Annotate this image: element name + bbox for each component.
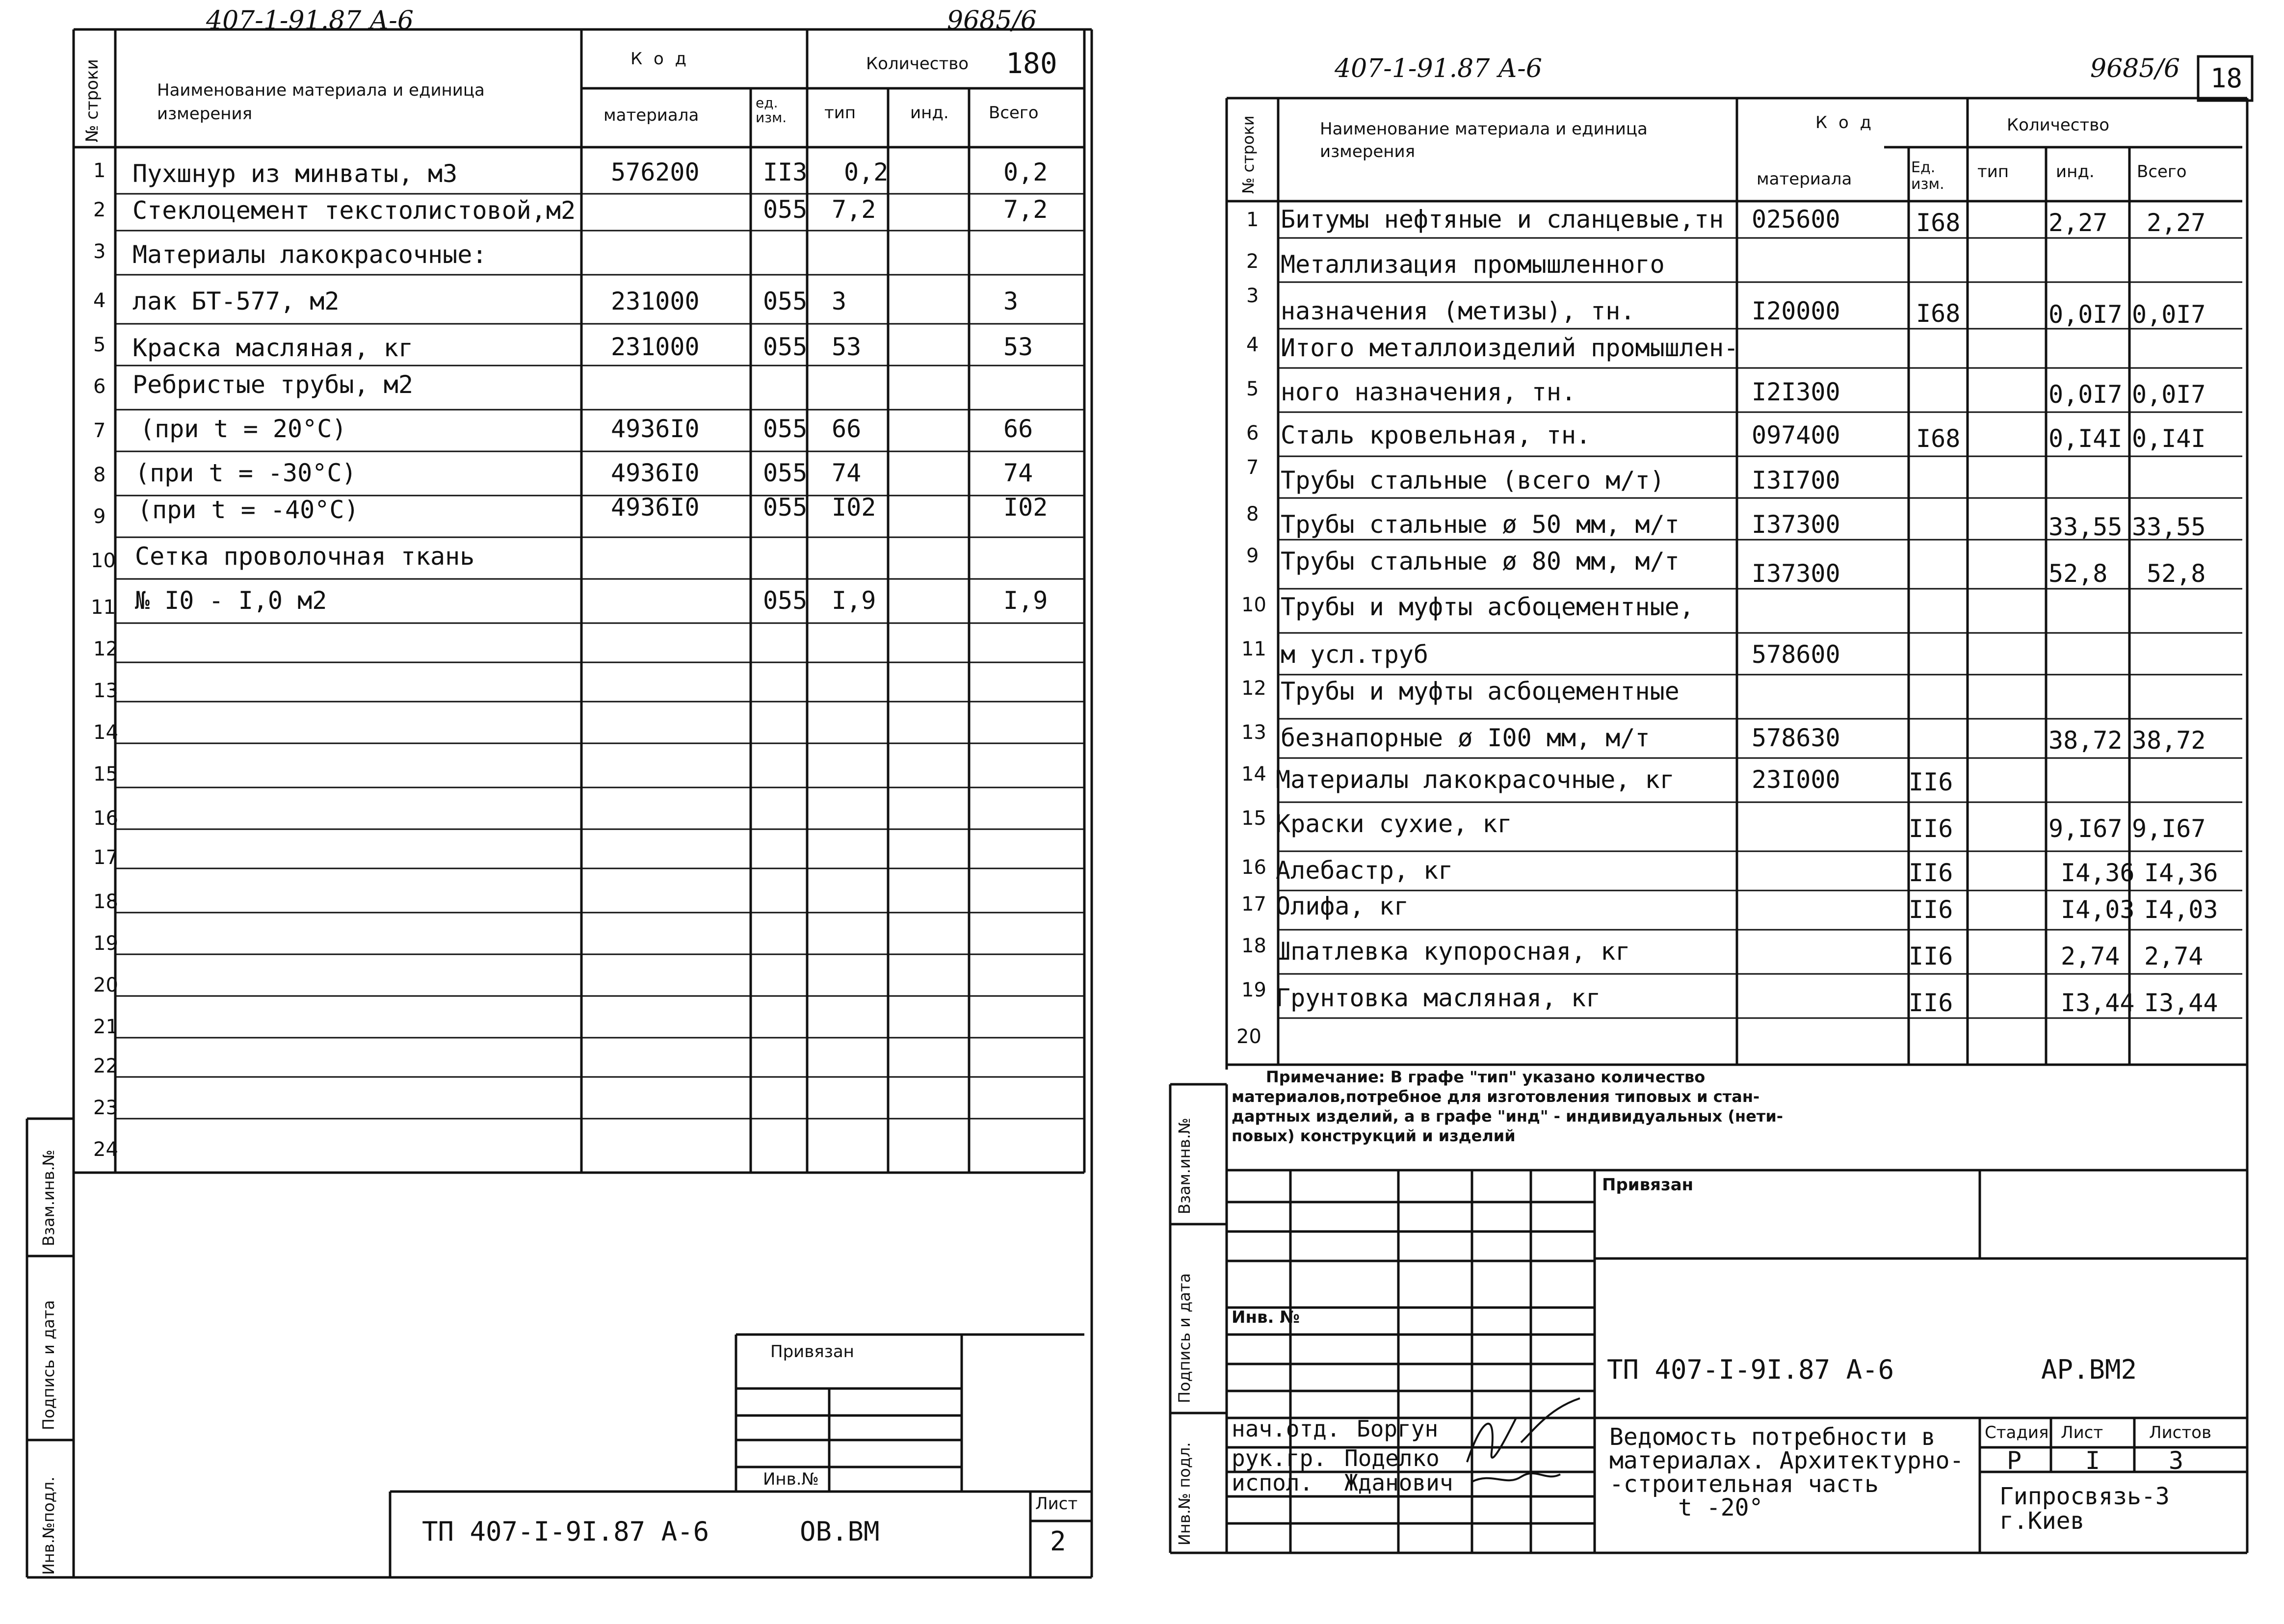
right-note-line: материалов,потребное для изготовления типовых и стан- — [1232, 1087, 1760, 1106]
left-header-row-no: № строки — [82, 59, 102, 142]
left-row-tip: 66 — [832, 415, 862, 443]
left-row-unit: 055 — [763, 586, 808, 615]
right-row-number: 10 — [1241, 594, 1266, 616]
right-stamp-sheet: I — [2085, 1446, 2100, 1475]
right-header-code: К о д — [1815, 113, 1875, 132]
right-row-number: 19 — [1241, 979, 1266, 1001]
left-row-total: 74 — [1003, 459, 1033, 487]
right-row-total: 0,I4I — [2132, 424, 2206, 453]
left-row-total: 7,2 — [1003, 195, 1048, 224]
left-row-number: 15 — [93, 763, 118, 786]
right-row-number: 4 — [1246, 334, 1259, 356]
right-stamp-mark: АР.ВМ2 — [2041, 1354, 2137, 1385]
right-stamp-title-line: -строительная часть — [1609, 1470, 1879, 1498]
right-stamp-org-line: г.Киев — [1999, 1507, 2085, 1535]
right-row-code: 23I000 — [1752, 765, 1840, 794]
right-row-name: Материалы лакокрасочные, кг — [1276, 765, 1675, 794]
left-row-number: 18 — [93, 891, 118, 913]
right-row-name: ного назначения, тн. — [1281, 378, 1576, 406]
left-stamp-sheet-label: Лист — [1035, 1494, 1078, 1514]
left-row-name: Пухшнур из минваты, м3 — [132, 159, 458, 188]
left-row-name: (при t = -30°C) — [135, 459, 357, 487]
right-stamp-sheets: 3 — [2169, 1446, 2184, 1475]
left-row-number: 17 — [93, 846, 118, 869]
right-row-number: 15 — [1241, 807, 1266, 830]
left-row-number: 8 — [93, 464, 106, 486]
right-row-name: безнапорные ø I00 мм, м/т — [1281, 724, 1650, 752]
left-row-number: 20 — [93, 974, 118, 996]
left-row-number: 10 — [91, 550, 116, 572]
left-row-name: Ребристые трубы, м2 — [132, 370, 413, 399]
left-stamp-doc: ТП 407-I-9I.87 А-6 — [422, 1516, 709, 1547]
left-row-name: Сетка проволочная ткань — [135, 542, 475, 571]
right-side-label-vzam: Взам.инв.№ — [1175, 1118, 1194, 1214]
right-row-name: Олифа, кг — [1276, 892, 1409, 920]
left-row-number: 24 — [93, 1138, 118, 1161]
right-sheet-total: 18 — [2210, 63, 2243, 94]
right-stamp-stage: Р — [2007, 1446, 2022, 1475]
left-side-label-podpis: Подпись и дата — [39, 1300, 58, 1430]
left-row-code: 4936I0 — [611, 459, 700, 487]
right-row-name: м усл.труб — [1281, 640, 1429, 669]
left-row-tip: 3 — [832, 287, 847, 315]
left-row-tip: I02 — [832, 493, 876, 522]
right-row-name: Алебастр, кг — [1276, 856, 1453, 885]
left-row-total: 0,2 — [1003, 158, 1048, 186]
right-row-code: I37300 — [1752, 559, 1840, 588]
right-row-unit: II6 — [1909, 859, 1953, 887]
right-row-ind: 2,27 — [2048, 209, 2108, 237]
right-row-total: 2,74 — [2144, 942, 2204, 970]
right-row-ind: 0,0I7 — [2048, 380, 2123, 409]
left-header-name: Наименование материала и единица измерения — [157, 80, 485, 124]
right-stamp-title-line: Ведомость потребности в — [1609, 1423, 1936, 1451]
right-row-code: 097400 — [1752, 421, 1840, 449]
right-row-name: Металлизация промышленного — [1281, 250, 1665, 279]
right-row-total: I4,03 — [2144, 895, 2218, 924]
right-row-ind: I4,03 — [2061, 895, 2135, 924]
right-header-material: материала — [1757, 169, 1852, 189]
right-row-unit: II6 — [1909, 989, 1953, 1017]
right-row-ind: 33,55 — [2048, 513, 2123, 541]
left-row-total: 53 — [1003, 333, 1033, 361]
right-stamp-person: Поделко — [1344, 1445, 1440, 1471]
right-row-ind: 52,8 — [2048, 559, 2108, 588]
left-row-code: 231000 — [611, 287, 700, 315]
right-stamp-stage-label: Стадия — [1985, 1423, 2049, 1442]
right-row-ind: 0,0I7 — [2048, 300, 2123, 329]
right-row-name: Трубы стальные (всего м/т) — [1281, 466, 1665, 495]
left-row-name: Краска масляная, кг — [132, 334, 413, 362]
right-row-unit: II6 — [1909, 814, 1953, 843]
right-header-total: Всего — [2137, 162, 2187, 182]
right-top-code: 407-1-91.87 А-6 — [1335, 54, 1542, 83]
right-header-name: Наименование материала и единица измерения — [1320, 119, 1648, 161]
right-row-ind: 9,I67 — [2048, 814, 2123, 843]
right-top-number: 9685/6 — [2090, 54, 2180, 83]
left-row-unit: II3 — [763, 158, 808, 186]
right-row-total: 33,55 — [2132, 513, 2206, 541]
left-top-number: 9685/6 — [947, 6, 1037, 35]
left-row-name: № I0 - I,0 м2 — [135, 586, 327, 615]
right-row-unit: I68 — [1916, 424, 1961, 453]
right-row-number: 18 — [1241, 935, 1266, 957]
left-row-number: 5 — [93, 334, 106, 356]
right-row-number: 17 — [1241, 893, 1266, 916]
left-row-name: лак БТ-577, м2 — [132, 287, 340, 315]
left-row-number: 6 — [93, 375, 106, 398]
left-stamp-inv: Инв.№ — [763, 1469, 819, 1489]
left-row-number: 7 — [93, 419, 106, 442]
right-note-line: повых) конструкций и изделий — [1232, 1126, 1516, 1145]
left-row-unit: 055 — [763, 493, 808, 522]
right-row-total: 52,8 — [2147, 559, 2206, 588]
left-row-total: I02 — [1003, 493, 1048, 522]
left-row-tip: 53 — [832, 333, 862, 361]
left-row-tip: 0,2 — [844, 158, 889, 186]
right-row-number: 1 — [1246, 209, 1259, 231]
left-row-total: I,9 — [1003, 586, 1048, 615]
left-header-ind: инд. — [910, 103, 949, 123]
left-row-number: 13 — [93, 680, 118, 702]
right-side-label-podpis: Подпись и дата — [1175, 1273, 1194, 1403]
right-row-code: I37300 — [1752, 510, 1840, 539]
right-row-number: 2 — [1246, 250, 1259, 273]
right-row-name: Трубы стальные ø 80 мм, м/т — [1281, 547, 1680, 576]
right-header-unit: Ед. изм. — [1911, 159, 1944, 193]
left-row-unit: 055 — [763, 415, 808, 443]
right-stamp-person: Боргун — [1357, 1415, 1439, 1442]
right-row-name: Битумы нефтяные и сланцевые,тн — [1281, 205, 1724, 234]
signature-mark — [1462, 1388, 1590, 1496]
right-row-name: Сталь кровельная, тн. — [1281, 421, 1591, 449]
right-row-total: 38,72 — [2132, 726, 2206, 755]
left-row-number: 16 — [93, 807, 118, 830]
left-stamp-privyazan: Привязан — [770, 1342, 854, 1362]
right-stamp-role: испол. — [1232, 1469, 1313, 1496]
left-row-number: 1 — [93, 159, 106, 182]
right-header-quantity: Количество — [2007, 115, 2110, 135]
right-row-code: 025600 — [1752, 205, 1840, 234]
right-stamp-title-line: t -20° — [1678, 1494, 1763, 1521]
right-row-number: 8 — [1246, 503, 1259, 525]
right-row-number: 12 — [1241, 677, 1266, 700]
left-row-number: 9 — [93, 505, 106, 528]
right-note — [1232, 1067, 1918, 1146]
right-row-number: 5 — [1246, 378, 1259, 400]
left-header-quantity: Количество — [866, 54, 969, 74]
right-row-code: I3I700 — [1752, 466, 1840, 495]
left-row-number: 22 — [93, 1055, 118, 1077]
right-row-name: Шпатлевка купоросная, кг — [1276, 937, 1630, 966]
right-row-unit: I68 — [1916, 209, 1961, 237]
right-header-tip: тип — [1977, 162, 2009, 182]
left-header-code: К о д — [630, 49, 690, 69]
left-row-number: 19 — [93, 932, 118, 955]
right-row-number: 13 — [1241, 721, 1266, 744]
right-row-number: 11 — [1241, 638, 1266, 660]
left-row-name: Материалы лакокрасочные: — [132, 240, 487, 269]
left-row-number: 12 — [93, 638, 118, 660]
right-row-name: Грунтовка масляная, кг — [1276, 984, 1601, 1012]
right-row-unit: II6 — [1909, 942, 1953, 970]
left-row-tip: 74 — [832, 459, 862, 487]
right-row-name: назначения (метизы), тн. — [1281, 297, 1635, 325]
right-row-code: I20000 — [1752, 297, 1840, 325]
left-header-total: Всего — [989, 103, 1039, 123]
left-row-name: (при t = 20°C) — [140, 415, 347, 443]
right-stamp-sheet-label: Лист — [2061, 1423, 2103, 1442]
right-row-ind: 0,I4I — [2048, 424, 2123, 453]
right-row-name: Краски сухие, кг — [1276, 810, 1512, 838]
right-row-number: 6 — [1246, 422, 1259, 445]
right-row-code: 578600 — [1752, 640, 1840, 669]
right-stamp-person: Жданович — [1344, 1469, 1453, 1496]
right-row-ind: 2,74 — [2061, 942, 2120, 970]
left-row-number: 4 — [93, 289, 106, 312]
left-row-number: 3 — [93, 240, 106, 263]
left-row-number: 23 — [93, 1097, 118, 1119]
left-row-name: (при t = -40°C) — [137, 496, 359, 524]
right-row-number: 14 — [1241, 763, 1266, 786]
left-row-tip: I,9 — [832, 586, 876, 615]
right-row-number: 20 — [1236, 1025, 1261, 1048]
right-stamp-title-line: материалах. Архитектурно- — [1609, 1447, 1964, 1474]
left-header-tip: тип — [824, 103, 856, 123]
right-row-total: 2,27 — [2147, 209, 2206, 237]
left-row-code: 231000 — [611, 333, 700, 361]
right-row-ind: I3,44 — [2061, 989, 2135, 1017]
left-row-unit: 055 — [763, 195, 808, 224]
left-row-unit: 055 — [763, 333, 808, 361]
right-row-number: 9 — [1246, 545, 1259, 567]
right-row-code: I2I300 — [1752, 378, 1840, 406]
right-row-total: 0,0I7 — [2132, 380, 2206, 409]
left-row-number: 2 — [93, 199, 106, 221]
left-stamp-sheet: 2 — [1050, 1526, 1066, 1557]
left-row-name: Стеклоцемент текстолистовой,м2 — [132, 196, 576, 225]
right-row-ind: I4,36 — [2061, 859, 2135, 887]
right-side-label-inv: Инв.№ подл. — [1175, 1442, 1194, 1545]
left-row-unit: 055 — [763, 287, 808, 315]
left-row-tip: 7,2 — [832, 195, 876, 224]
left-side-label-vzam: Взам.инв.№ — [39, 1150, 58, 1246]
right-row-total: 9,I67 — [2132, 814, 2206, 843]
right-stamp-org — [1999, 1484, 2170, 1533]
left-sheet-total: 180 — [1006, 47, 1057, 80]
right-note-line: Примечание: В графе "тип" указано количество — [1266, 1068, 1706, 1086]
right-stamp-title — [1609, 1425, 1964, 1519]
right-row-total: 0,0I7 — [2132, 300, 2206, 329]
right-row-total: I4,36 — [2144, 859, 2218, 887]
left-row-number: 21 — [93, 1016, 118, 1038]
right-row-name: Трубы и муфты асбоцементные — [1281, 677, 1680, 706]
right-row-name: Итого металлоизделий промышлен- — [1281, 334, 1739, 362]
left-row-number: 14 — [93, 721, 118, 744]
left-header-unit: ед. изм. — [756, 95, 787, 126]
right-stamp-role: рук.гр. — [1232, 1445, 1327, 1471]
left-header-material: материала — [604, 105, 699, 125]
right-stamp-org-line: Гипросвязь-3 — [1999, 1483, 2170, 1510]
left-side-label-inv: Инв.№подл. — [39, 1476, 58, 1575]
right-row-number: 16 — [1241, 856, 1266, 879]
right-row-unit: II6 — [1909, 895, 1953, 924]
right-row-unit: II6 — [1909, 768, 1953, 796]
left-row-total: 66 — [1003, 415, 1033, 443]
right-stamp-sheets-label: Листов — [2149, 1423, 2212, 1442]
right-header-ind: инд. — [2056, 162, 2095, 182]
left-row-number: 11 — [91, 596, 116, 619]
left-row-unit: 055 — [763, 459, 808, 487]
right-stamp-privyazan: Привязан — [1602, 1175, 1694, 1195]
left-row-code: 4936I0 — [611, 415, 700, 443]
right-row-name: Трубы стальные ø 50 мм, м/т — [1281, 510, 1680, 539]
left-row-code: 576200 — [611, 158, 700, 186]
right-row-total: I3,44 — [2144, 989, 2218, 1017]
right-stamp-inv: Инв. № — [1232, 1308, 1300, 1327]
right-row-ind: 38,72 — [2048, 726, 2123, 755]
right-row-code: 578630 — [1752, 724, 1840, 752]
right-row-number: 7 — [1246, 456, 1259, 479]
left-row-total: 3 — [1003, 287, 1019, 315]
left-top-code: 407-1-91.87 А-6 — [206, 6, 414, 35]
right-row-number: 3 — [1246, 285, 1259, 307]
right-header-row-no: № строки — [1239, 115, 1258, 194]
right-note-line: дартных изделий, а в графе "инд" - индивидуальных (нети- — [1232, 1107, 1784, 1126]
right-stamp-doc: ТП 407-I-9I.87 А-6 — [1607, 1354, 1894, 1385]
right-row-name: Трубы и муфты асбоцементные, — [1281, 593, 1694, 621]
right-row-unit: I68 — [1916, 299, 1961, 328]
right-stamp-role: нач.отд. — [1232, 1415, 1340, 1442]
left-row-code: 4936I0 — [611, 493, 700, 522]
left-stamp-mark: ОВ.ВМ — [800, 1516, 880, 1547]
